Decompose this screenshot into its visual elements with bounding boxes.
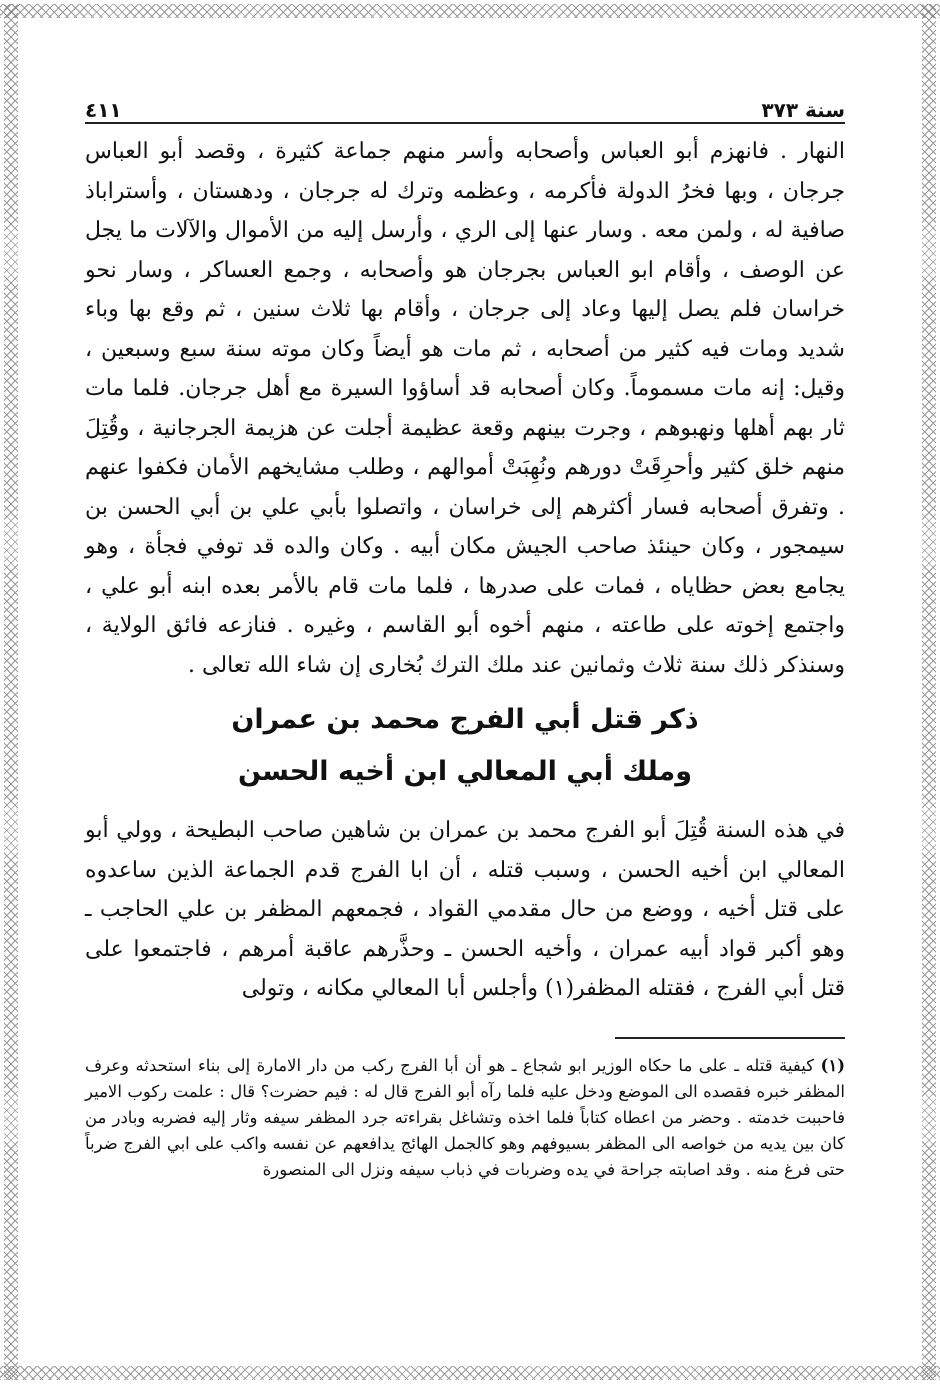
border-left <box>4 4 18 1380</box>
border-right <box>922 4 936 1380</box>
border-bottom <box>0 1366 940 1380</box>
footnote <box>85 1053 845 1183</box>
paragraph-1: النهار . فانهزم أبو العباس وأصحابه وأسر منهم جماعة كثيرة ، وقصد أبو العباس جرجان ، وبها فخرُ الدولة فأكرمه ، وعظمه وترك له جرجان ، ودهستان ، وأستراباذ صافية له ، ولمن معه . وسار عنها إلى الري ، وأرسل إليه من الأموال والآلات ما يجل عن الوصف ، وأقام ابو العباس بجرجان هو وأصحابه ، وجمع العساكر ، وسار نحو خراسان فلم يصل إليها وعاد إلى جرجان ، وأقام بها ثلاث سنين ، ثم وقع بها وباء شديد ومات فيه كثير من أصحابه ، ثم مات هو أيضاً وكان موته سنة سبع وسبعين ، وقيل: إنه مات مسموماً. وكان أصحابه قد أساؤوا السيرة مع أهل جرجان. فلما مات ثار بهم أهلها ونهبوهم ، وجرت بينهم وقعة عظيمة أجلت عن هزيمة الجرجانية ، وقُتِلَ منهم خلق كثير وأحرِقَتْ دورهم ونُهِبَتْ أموالهم ، وطلب مشايخهم الأمان فكفوا عنهم . وتفرق أصحابه فسار أكثرهم إلى خراسان ، واتصلوا بأبي علي بن أبي الحسن بن سيمجور ، وكان حينئذ صاحب الجيش مكان أبيه . وكان والده قد توفي فجأة ، وهو يجامع بعض حظاياه ، فمات على صدرها ، فلما مات قام بالأمر بعده ابنه أبو علي ، واجتمع إخوته على طاعته ، منهم أخوه أبو القاسم ، وغيره . فنازعه فائق الولاية ، وسنذكر ذلك سنة ثلاث وثمانين عند ملك الترك بُخارى إن شاء الله تعالى . <box>85 139 845 678</box>
border-top <box>0 4 940 18</box>
section-heading-line-1: ذكر قتل أبي الفرج محمد بن عمران <box>231 704 699 735</box>
paragraph-2: في هذه السنة قُتِلَ أبو الفرج محمد بن عمران بن شاهين صاحب البطيحة ، وولي أبو المعالي ابن أخيه الحسن ، وسبب قتله ، أن ابا الفرج قدم الجماعة الذين ساعدوه على قتل أخيه ، ووضع من حال مقدمي القواد ، فجمعهم المظفر بن علي الحاجب ـ وهو أكبر قواد أبيه عمران ، وأخيه الحسن ـ وحذَّرهم عاقبة أمرهم ، فاجتمعوا على قتل أبي الفرج ، فقتله المظفر(١) وأجلس أبا المعالي مكانه ، وتولى <box>85 818 845 1001</box>
main-text <box>85 132 845 685</box>
book-page <box>85 82 845 1183</box>
year-label: سنة ٣٧٣ <box>761 98 845 122</box>
footnote-separator <box>615 1037 845 1039</box>
footnote-marker: (١) <box>820 1055 845 1075</box>
section-text <box>85 811 845 1009</box>
section-heading-line-2: وملك أبي المعالي ابن أخيه الحسن <box>237 756 693 787</box>
footnote-text: كيفية قتله ـ على ما حكاه الوزير ابو شجاع ـ هو أن أبا الفرج ركب من دار الامارة إلى بناء استحدثه وعرف المظفر خبره فقصده الى الموضع ودخل عليه فلما رآه أبو الفرج قال له : فيم حضرت؟ قال : علمت ركوب الامير فاحببت خدمته . وحضر من اعطاه كتاباً فلما اخذه وتشاغل بقراءته جرد المظفر سيفه وثار إليه فضربه وبادر من كان بين يديه من خواصه الى المظفر بسيوفهم وهو كالجمل الهائج يدافعهم عن نفسه واكب على ابي الفرج ضرباً حتى فرغ منه . وقد اصابته جراحة في يده وضربات في ذباب سيفه ونزل الى المنصورة <box>85 1055 845 1179</box>
running-header <box>85 82 845 124</box>
page-number: ٤١١ <box>85 98 122 122</box>
